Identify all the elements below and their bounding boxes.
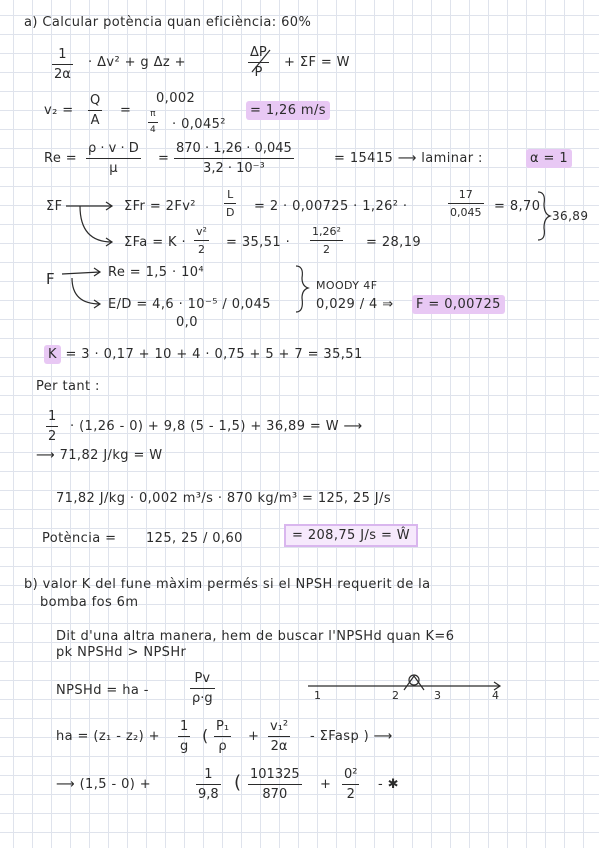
ef-arrow-bottom — [80, 206, 112, 242]
efr-result: = 8,70 — [494, 199, 541, 214]
arrowhead — [94, 300, 100, 308]
frac-denominator: 870 — [262, 787, 288, 802]
diagram-point-4: 4 — [492, 689, 500, 702]
frac-denominator: A — [90, 113, 100, 128]
frac-denominator: 4 — [150, 125, 156, 135]
re-alpha — [526, 152, 572, 165]
ef-total: 36,89 — [552, 209, 589, 223]
frac-denominator: 2α — [54, 67, 71, 82]
part-b-text-2: pk NPSHd > NPSHr — [56, 645, 187, 660]
frac-denominator: 2 — [48, 429, 57, 444]
efr-frac-2 — [448, 189, 484, 218]
last-plus: + — [320, 777, 332, 792]
part-b-title-2: bomba fos 6m — [40, 595, 139, 610]
frac-denominator: 2α — [270, 739, 288, 754]
diagram-point-3: 3 — [434, 689, 442, 702]
frac-numerator: v² — [194, 226, 209, 241]
frac-numerator: 101325 — [248, 768, 302, 785]
diagram-point-2: 2 — [392, 689, 400, 702]
re-frac-1 — [86, 142, 141, 175]
ha-plus: + — [248, 729, 260, 744]
ha-frac-1 — [178, 720, 190, 753]
ha-lhs: ha = (z₁ - z₂) + — [56, 729, 160, 744]
efa-frac-1 — [194, 226, 209, 255]
potencia-result-box: = 208,75 J/s = Ŵ — [284, 524, 418, 547]
f-arrow-bottom — [72, 278, 100, 304]
eq2: ⟶ 71,82 J/kg = W — [36, 448, 163, 463]
last-frac-1 — [196, 768, 221, 801]
frac-denominator: 9,8 — [198, 787, 219, 802]
potencia-expr: 125, 25 / 0,60 — [146, 531, 243, 546]
v2-eq: = — [120, 103, 132, 118]
frac-denominator: D — [226, 206, 235, 219]
f-result — [412, 298, 505, 311]
diagram-point-1: 1 — [314, 689, 322, 702]
frac-numerator: ρ · v · D — [86, 142, 141, 159]
eq3: 71,82 J/kg · 0,002 m³/s · 870 kg/m³ = 125, 25 J/s — [56, 491, 391, 506]
last-frac-2 — [248, 768, 302, 801]
re-result: = 15415 ⟶ laminar : — [334, 151, 483, 166]
last-rest: - ✱ — [378, 777, 399, 792]
bernoulli-terms-end: + ΣF = W — [284, 55, 350, 70]
k-expression: = 3 · 0,17 + 10 + 4 · 0,75 + 5 + 7 = 35,51 — [65, 347, 363, 362]
ha-rest: - ΣFasp ) ⟶ — [310, 729, 393, 744]
efa-mid: = 35,51 · — [226, 235, 291, 250]
v2-pi-frac — [148, 110, 158, 135]
frac-numerator: 1 — [46, 410, 58, 427]
re-eq: = — [158, 151, 170, 166]
ha-paren: ( — [202, 726, 209, 745]
frac-numerator: 1 — [52, 48, 73, 65]
eq1-frac — [46, 410, 58, 443]
frac-denominator: 2 — [346, 787, 355, 802]
last-paren: ( — [234, 772, 242, 793]
frac-denominator: 2 — [322, 243, 330, 256]
bernoulli-frac-1 — [52, 48, 73, 81]
frac-denominator: ρ·g — [192, 691, 213, 706]
frac-numerator: π — [148, 110, 158, 123]
frac-numerator: L — [224, 189, 236, 204]
f-ed-sub: 0,0 — [176, 315, 198, 330]
frac-denominator: 2 — [197, 243, 205, 256]
frac-numerator: P₁ — [214, 720, 231, 737]
eq1-rest: · (1,26 - 0) + 9,8 (5 - 1,5) + 36,89 = W ⟶ — [70, 419, 363, 434]
frac-numerator: 17 — [448, 189, 484, 204]
bernoulli-frac-2 — [248, 46, 269, 79]
f-ed-line: E/D = 4,6 · 10⁻⁵ / 0,045 — [108, 297, 271, 312]
re-frac-2 — [174, 142, 294, 175]
efa-frac-2 — [310, 226, 343, 255]
part-b-text-1: Dit d'una altra manera, hem de buscar l'NPSHd quan K=6 — [56, 629, 455, 644]
efa-result: = 28,19 — [366, 235, 422, 250]
efr-lhs: ΣFr = 2Fv² — [124, 199, 196, 214]
f-result-highlight: F = 0,00725 — [412, 295, 505, 314]
arrowhead — [106, 202, 112, 210]
v2-lhs: v₂ = — [44, 103, 74, 118]
pump-icon — [409, 675, 419, 685]
frac-denominator: 0,045 — [450, 206, 482, 219]
part-a-title: a) Calcular potència quan eficiència: 60% — [24, 15, 312, 30]
v2-numerator: 0,002 — [156, 91, 196, 106]
frac-numerator: 1,26² — [310, 226, 343, 241]
efr-mid: = 2 · 0,00725 · 1,26² · — [254, 199, 408, 214]
arrowhead — [106, 238, 112, 246]
f-arrow-top — [62, 272, 100, 274]
v2-result-highlight: = 1,26 m/s — [246, 101, 330, 120]
frac-numerator: 1 — [178, 720, 190, 737]
npsh-lhs: NPSHd = ha - — [56, 683, 149, 698]
frac-denominator: P — [254, 65, 263, 80]
last-frac-3 — [342, 768, 359, 801]
f-label: F — [46, 270, 56, 288]
arrowhead — [94, 268, 100, 276]
alpha-highlight: α = 1 — [526, 149, 572, 168]
v2-frac-q-a — [88, 94, 102, 127]
v2-result — [246, 104, 330, 117]
last-lhs: ⟶ (1,5 - 0) + — [56, 777, 152, 792]
frac-numerator: 1 — [196, 768, 221, 785]
per-tant: Per tant : — [36, 379, 100, 394]
k-line — [44, 348, 363, 361]
frac-numerator: 0² — [342, 768, 359, 785]
v2-area-term: · 0,045² — [172, 117, 226, 132]
potencia-result — [284, 529, 418, 542]
re-lhs: Re = — [44, 151, 78, 166]
moody-value: 0,029 / 4 ⇒ — [316, 297, 394, 312]
f-re-line: Re = 1,5 · 10⁴ — [108, 265, 205, 280]
frac-denominator: 3,2 · 10⁻³ — [203, 161, 265, 176]
moody-brace — [296, 266, 308, 312]
frac-denominator: ρ — [218, 739, 227, 754]
frac-numerator: ΔP — [248, 46, 269, 63]
part-b-title-1: b) valor K del fune màxim permés si el NPSH requerit de la — [24, 577, 431, 592]
frac-denominator: g — [180, 739, 189, 754]
frac-numerator: Q — [88, 94, 102, 111]
frac-numerator: Pv — [190, 672, 215, 689]
npsh-frac — [190, 672, 215, 705]
frac-denominator: μ — [109, 161, 118, 176]
ha-frac-3 — [268, 720, 290, 753]
frac-numerator: 870 · 1,26 · 0,045 — [174, 142, 294, 159]
efr-frac-ld — [224, 189, 236, 218]
frac-numerator: v₁² — [268, 720, 290, 737]
pump-body — [404, 676, 424, 690]
moody-label: MOODY 4F — [316, 279, 378, 292]
bernoulli-terms: · Δv² + g Δz + — [88, 55, 186, 70]
potencia-label: Potència = — [42, 531, 117, 546]
efa-lhs: ΣFa = K · — [124, 235, 187, 250]
k-highlight: K — [44, 345, 61, 364]
ha-frac-2 — [214, 720, 231, 753]
ef-label: ΣF — [46, 199, 63, 214]
